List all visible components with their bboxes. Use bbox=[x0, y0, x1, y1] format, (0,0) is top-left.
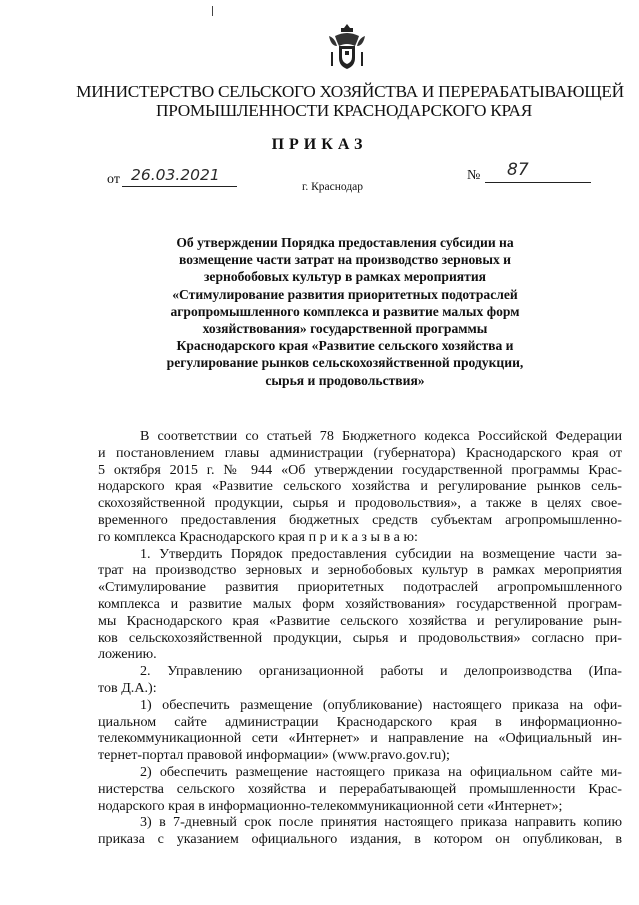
body-line: В соответствии со статьей 78 Бюджетного кодекса Российской Федерации bbox=[140, 428, 622, 444]
body-line: временного предоставления бюджетных средств субъектам агропромышленно- bbox=[98, 511, 622, 528]
body-line: ков сельскохозяйственной продукции, сырья и продовольствия» согласно при- bbox=[98, 629, 622, 646]
subject-line: возмещение части затрат на производство зерновых и bbox=[179, 252, 511, 268]
body-line: го комплекса Краснодарского края п р и к а з ы в а ю: bbox=[98, 528, 418, 545]
body-line: 3) в 7-дневный срок после принятия настоящего приказа направить копию bbox=[140, 814, 622, 831]
body-line: нодарского края в информационно-телекоммуникационной сети «Интернет»; bbox=[98, 797, 563, 814]
subject-line: Об утверждении Порядка предоставления субсидии на bbox=[176, 235, 514, 250]
body-line: нодарского края «Развитие сельского хозяйства и регулирование рынков сель- bbox=[98, 478, 622, 495]
subject-line: Краснодарского края «Развитие сельского хозяйства и bbox=[176, 338, 514, 354]
body-line: 1) обеспечить размещение (опубликование) настоящего приказа на офи- bbox=[140, 696, 622, 713]
body-line: нистерства сельского хозяйства и перерабатывающей промышленности Крас- bbox=[98, 780, 622, 797]
body-line: и постановлением главы администрации (губернатора) Краснодарского края от bbox=[98, 444, 622, 461]
handwritten-number: 87 bbox=[507, 160, 529, 180]
body-line: мы Краснодарского края «Развитие сельского хозяйства и регулирование рын- bbox=[98, 612, 622, 629]
body-line: 2. Управлению организационной работы и делопроизводства (Ипа- bbox=[140, 663, 622, 680]
coat-of-arms-icon bbox=[327, 22, 367, 72]
body-line: приказа с указанием официального издания, в котором он опубликован, в bbox=[98, 831, 622, 848]
body-line: 2) обеспечить размещение настоящего приказа на официальном сайте ми- bbox=[140, 763, 622, 780]
subject-line: зернобобовых культур в рамках мероприятия bbox=[203, 269, 487, 285]
subject-line: хозяйствования» государственной программы bbox=[202, 321, 488, 337]
subject-line: «Стимулирование развития приоритетных подотраслей bbox=[172, 286, 518, 302]
body-line: комплекса и развитие малых форм хозяйствования» государственной програм- bbox=[98, 595, 622, 612]
date-label: от bbox=[107, 172, 120, 187]
scan-mark bbox=[212, 6, 213, 16]
body-line: циальном сайте администрации Краснодарского края в информационно- bbox=[98, 713, 622, 730]
body-line: скохозяйственной продукции, сырья и продовольствия», а также в целях свое- bbox=[98, 495, 622, 512]
body-line: тернет-портал правовой информации» (www.pravo.gov.ru); bbox=[98, 747, 450, 764]
body-line: ложению. bbox=[98, 646, 157, 663]
order-body bbox=[98, 428, 622, 848]
subject-line: агропромышленного комплекса и развитие малых форм bbox=[170, 303, 520, 319]
body-line: тов Д.А.): bbox=[98, 679, 157, 696]
order-subject bbox=[130, 234, 560, 389]
subject-line: регулирование рынков сельскохозяйственной продукции, bbox=[166, 355, 524, 371]
subject-line: сырья и продовольствия» bbox=[265, 372, 425, 388]
body-line: «Стимулирование развития приоритетных подотраслей агропромышленного bbox=[98, 579, 622, 596]
ministry-line: ПРОМЫШЛЕННОСТИ КРАСНОДАРСКОГО КРАЯ bbox=[156, 101, 532, 120]
body-line: трат на производство зерновых и зернобобовых культур в рамках мероприятия bbox=[98, 562, 622, 579]
handwritten-date: 26.03.2021 bbox=[131, 166, 220, 184]
number-label: № bbox=[467, 168, 481, 183]
body-line: телекоммуникационной сети «Интернет» и направление на «Официальный ин- bbox=[98, 730, 622, 747]
body-line: 1. Утвердить Порядок предоставления субсидии на возмещение части за- bbox=[140, 545, 622, 562]
ministry-name bbox=[60, 82, 639, 120]
city-label: г. Краснодар bbox=[301, 181, 364, 193]
document-type-title: ПРИКАЗ bbox=[271, 136, 368, 153]
ministry-line: МИНИСТЕРСТВО СЕЛЬСКОГО ХОЗЯЙСТВА И ПЕРЕРАБАТЫВАЮЩЕЙ bbox=[76, 82, 624, 101]
body-line: 5 октября 2015 г. № 944 «Об утверждении государственной программы Крас- bbox=[98, 461, 622, 478]
